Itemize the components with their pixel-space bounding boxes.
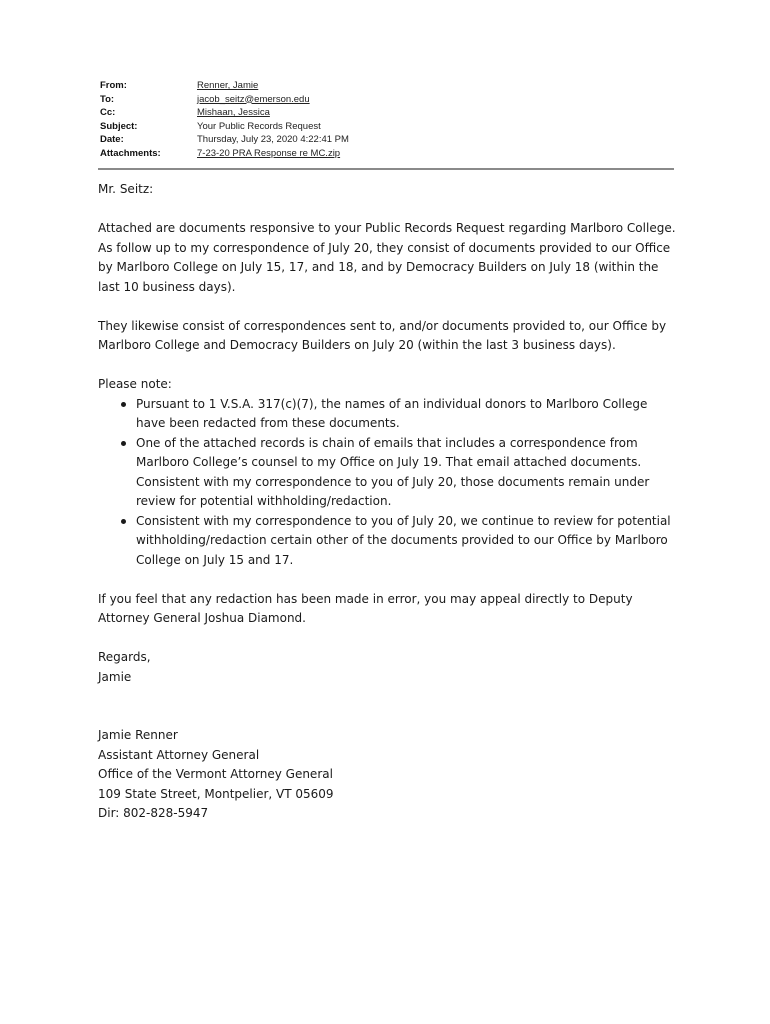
list-item-text: Pursuant to 1 V.S.A. 317(c)(7), the names of an individual donors to Marlboro College have been redacted from these documents. [136, 396, 648, 430]
signature-phone: Dir: 802-828-5947 [98, 806, 209, 820]
list-item-text: Consistent with my correspondence to you of July 20, we continue to review for potential withholding/redaction certain other of the documents provided to our Office by Marlboro College on July 15 and 17. [136, 513, 671, 567]
signature-address: 109 State Street, Montpelier, VT 05609 [98, 786, 334, 801]
closing-name: Jamie [98, 669, 132, 684]
signature-office: Office of the Vermont Attorney General [98, 767, 333, 781]
header-divider [98, 168, 674, 170]
header-cc-value[interactable]: Mishaan, Jessica [197, 107, 270, 119]
header-cc [100, 106, 349, 120]
header-label: Attachments: [100, 147, 161, 159]
header-to [100, 93, 349, 107]
note-heading: Please note: [98, 377, 172, 391]
list-item [136, 512, 678, 571]
header-to-value[interactable]: jacob_seitz@emerson.edu [197, 93, 310, 105]
signature-block [98, 726, 678, 824]
list-item-text: One of the attached records is chain of emails that includes a correspondence from Marlboro College’s counsel to my Office on July 19. That email attached documents. Consistent with my correspondence to you of July 20, those documents remain under review for potential withholding/redaction. [136, 435, 650, 508]
header-subject-value: Your Public Records Request [197, 120, 321, 132]
note-list [98, 395, 678, 571]
bullet-icon [121, 441, 126, 446]
header-label: To: [100, 93, 115, 105]
header-label: Date: [100, 134, 124, 146]
header-label: Subject: [100, 120, 138, 132]
attachment-link[interactable]: 7-23-20 PRA Response re MC.zip [197, 147, 341, 159]
header-date [100, 133, 349, 147]
header-label: From: [100, 80, 127, 91]
bullet-icon [121, 402, 126, 407]
header-from-value[interactable]: Renner, Jamie [197, 80, 259, 91]
header-from [100, 79, 349, 93]
header-subject [100, 120, 349, 134]
greeting: Mr. Seitz: [98, 182, 154, 196]
bullet-icon [121, 519, 126, 524]
paragraph-appeal: If you feel that any redaction has been made in error, you may appeal directly to Deputy Attorney General Joshua Diamond. [98, 591, 633, 625]
email-headers [100, 79, 349, 161]
paragraph-documents: Attached are documents responsive to your Public Records Request regarding Marlboro College. As follow up to my correspondence of July 20, they consist of documents provided to our Office by Marlboro College on July 15, 17, and 18, and by Democracy Builders on July 18 (within the last 10 business days). [98, 221, 676, 294]
header-attachments [100, 147, 349, 161]
signature-title: Assistant Attorney General [98, 747, 260, 762]
signature-name: Jamie Renner [98, 728, 178, 742]
header-date-value: Thursday, July 23, 2020 4:22:41 PM [197, 134, 349, 146]
list-item [136, 434, 678, 512]
paragraph-correspondences: They likewise consist of correspondences sent to, and/or documents provided to, our Office by Marlboro College and Democracy Builders on July 20 (within the last 3 business days). [98, 318, 667, 352]
email-body [98, 180, 678, 824]
list-item [136, 395, 678, 434]
closing: Regards, [98, 650, 151, 664]
header-label: Cc: [100, 107, 116, 119]
